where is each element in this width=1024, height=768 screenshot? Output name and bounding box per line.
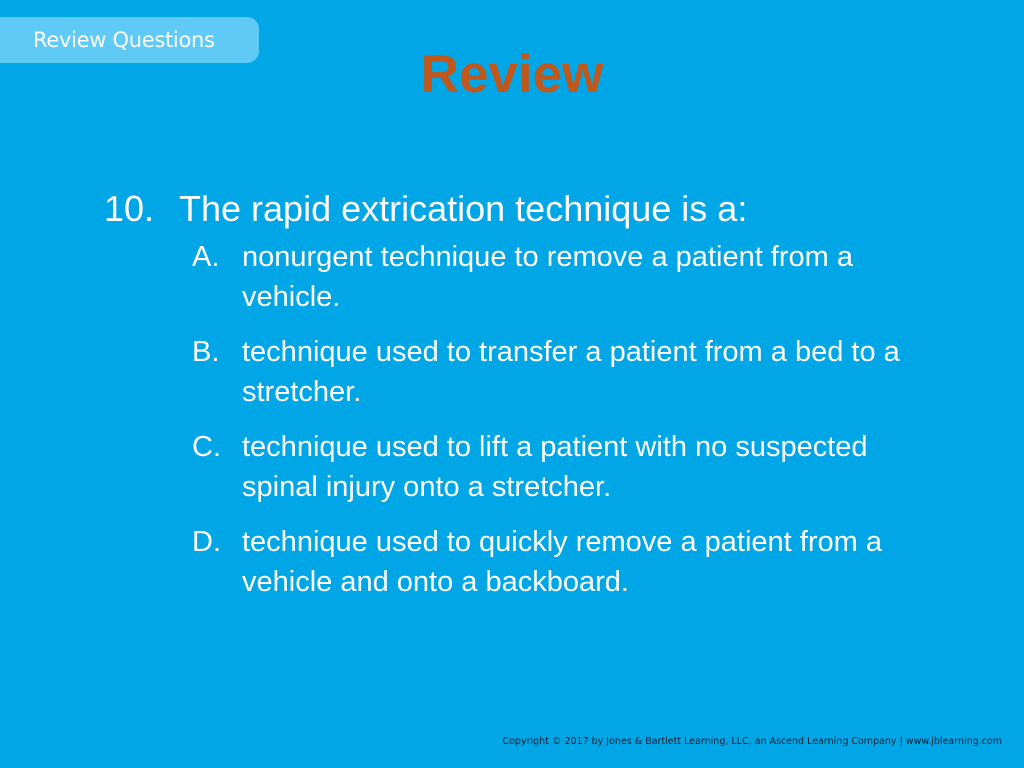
answer-option-a <box>192 237 912 317</box>
question-number: 10. <box>104 188 155 229</box>
option-letter: A. <box>192 241 220 273</box>
section-tab-label: Review Questions <box>33 28 215 52</box>
copyright-footer: Copyright © 2017 by Jones & Bartlett Learning, LLC, an Ascend Learning Company | www.jblearning.com <box>502 736 1002 747</box>
option-text: technique used to lift a patient with no suspected spinal injury onto a stretcher. <box>242 431 868 503</box>
option-letter: C. <box>192 431 221 463</box>
answer-options <box>192 237 912 602</box>
question-text: The rapid extrication technique is a: <box>179 188 748 229</box>
option-text: technique used to transfer a patient from a bed to a stretcher. <box>242 336 900 408</box>
question-stem <box>104 187 984 231</box>
question-block <box>104 187 984 617</box>
answer-option-d <box>192 522 912 602</box>
option-letter: D. <box>192 526 221 558</box>
answer-option-c <box>192 427 912 507</box>
slide-title: Review <box>420 45 604 104</box>
option-text: technique used to quickly remove a patient from a vehicle and onto a backboard. <box>242 526 882 598</box>
option-letter: B. <box>192 336 220 368</box>
option-text: nonurgent technique to remove a patient from a vehicle. <box>242 241 853 313</box>
answer-option-b <box>192 332 912 412</box>
